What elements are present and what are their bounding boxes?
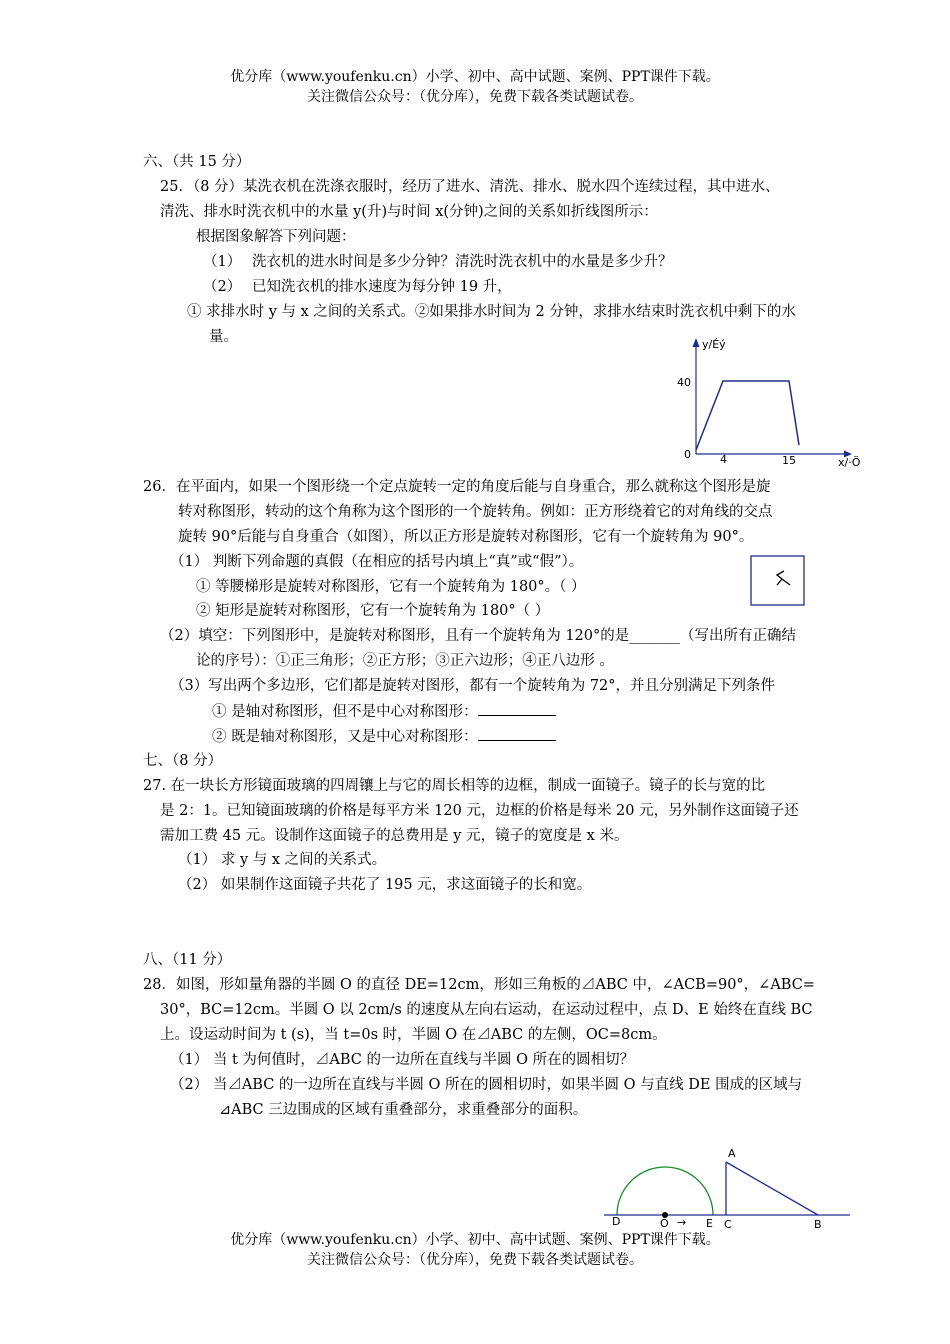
q25-water-graph xyxy=(660,330,870,470)
y-tick-40: 40 xyxy=(677,376,691,389)
q26-part-3b xyxy=(212,726,556,747)
q25-part-2-line-3: 量。 xyxy=(209,329,238,345)
square-outline xyxy=(751,556,804,605)
q26-part-3a xyxy=(212,701,556,722)
q26-line-3: 旋转 90°后能与自身重合（如图），所以正方形是旋转对称图形，它有一个旋转角为 90°。 xyxy=(178,529,754,545)
motion-arrow-icon: → xyxy=(677,1216,687,1229)
q28-line-3: 上。设运动时间为 t (s)，当 t=0s 时，半圆 O 在⊿ABC 的左侧，OC=8cm。 xyxy=(160,1027,667,1043)
q27-part-2: （2） 如果制作这面镜子共花了 195 元，求这面镜子的长和宽。 xyxy=(178,877,592,893)
q25-line-3: 根据图象解答下列问题： xyxy=(196,229,356,245)
answer-blank xyxy=(478,701,556,716)
q25-line-1: 25．（8 分）某洗衣机在洗涤衣服时，经历了进水、清洗、排水、脱水四个连续过程，其中进水、 xyxy=(160,179,780,195)
q27-part-1: （1） 求 y 与 x 之间的关系式。 xyxy=(178,852,387,868)
q25-line-2: 清洗、排水时洗衣机中的水量 y(升)与时间 x(分钟)之间的关系如折线图所示： xyxy=(160,204,658,220)
answer-blank xyxy=(478,726,556,741)
label-e: E xyxy=(706,1217,713,1230)
origin-label: 0 xyxy=(684,448,691,461)
section-6-title: 六、（共 15 分） xyxy=(143,154,251,170)
q25-part-2-number: （2） xyxy=(203,279,242,295)
y-axis-arrow-icon xyxy=(693,338,700,347)
q28-line-2: 30°，BC=12cm。半圆 O 以 2cm/s 的速度从左向右运动，在运动过程中，点 D、E 始终在直线 BC xyxy=(160,1002,813,1018)
label-o: O xyxy=(660,1217,669,1230)
footer-line-1: 优分库（www.youfenku.cn）小学、初中、高中试题、案例、PPT课件下载。 xyxy=(230,1232,720,1248)
q28-part-1: （1） 当 t 为何值时，⊿ABC 的一边所在直线与半圆 O 所在的圆相切？ xyxy=(170,1052,635,1068)
q25-part-1-text: 洗衣机的进水时间是多少分钟？清洗时洗衣机中的水量是多少升？ xyxy=(252,254,673,270)
footer-line-2: 关注微信公众号：（优分库），免费下载各类试题试卷。 xyxy=(307,1252,643,1268)
q26-part-1b: ② 矩形是旋转对称图形，它有一个旋转角为 180°（ ） xyxy=(196,603,550,619)
y-axis-label: y/Éý xyxy=(702,338,726,351)
q27-line-3: 需加工费 45 元。设制作这面镜子的总费用是 y 元，镜子的宽度是 x 米。 xyxy=(160,828,629,844)
side-ab xyxy=(726,1162,818,1215)
q26-part-3: （3）写出两个多边形，它们都是旋转对图形，都有一个旋转角为 72°，并且分别满足下列条件 xyxy=(170,678,776,694)
section-8-title: 八、（11 分） xyxy=(143,952,232,968)
q27-line-2: 是 2：1。已知镜面玻璃的价格是每平方米 120 元，边框的价格是每米 20 元，另外制作这面镜子还 xyxy=(160,803,799,819)
q26-part-3a-text: ① 是轴对称图形，但不是中心对称图形： xyxy=(212,704,478,720)
q25-part-1-number: （1） xyxy=(203,254,242,270)
label-a: A xyxy=(728,1147,736,1160)
q27-line-1: 27. 在一块长方形镜面玻璃的四周镶上与它的周长相等的边框，制成一面镜子。镜子的长与宽的比 xyxy=(143,778,766,794)
q26-part-1: （1） 判断下列命题的真假（在相应的括号内填上“真”或“假”）。 xyxy=(170,554,584,570)
x-tick-15: 15 xyxy=(782,454,796,467)
section-7-title: 七、（8 分） xyxy=(143,753,223,769)
header-line-2: 关注微信公众号：（优分库），免费下载各类试题试卷。 xyxy=(307,89,643,105)
rotation-mark-icon xyxy=(777,571,784,585)
q28-line-1: 28．如图，形如量角器的半圆 O 的直径 DE=12cm，形如三角板的⊿ABC 中，∠ACB=90°，∠ABC= xyxy=(143,977,815,993)
q26-line-2: 转对称图形，转动的这个角称为这个图形的一个旋转角。例如：正方形绕着它的对角线的交点 xyxy=(178,504,773,520)
rotating-square-figure xyxy=(750,555,806,607)
q26-part-1a: ① 等腰梯形是旋转对称图形，它有一个旋转角为 180°。（ ） xyxy=(196,579,586,595)
x-axis-label: x/·Ö xyxy=(838,456,861,469)
q28-semicircle-triangle-figure xyxy=(600,1140,860,1232)
label-b: B xyxy=(814,1218,822,1231)
x-tick-4: 4 xyxy=(720,453,727,466)
q26-line-1: 26．在平面内，如果一个图形绕一个定点旋转一定的角度后能与自身重合，那么就称这个图形是旋 xyxy=(143,479,771,495)
semicircle-o xyxy=(617,1167,713,1215)
header-line-1: 优分库（www.youfenku.cn）小学、初中、高中试题、案例、PPT课件下载。 xyxy=(230,69,720,85)
label-d: D xyxy=(612,1215,621,1228)
q25-part-2-text: 已知洗衣机的排水速度为每分钟 19 升， xyxy=(252,279,512,295)
label-c: C xyxy=(724,1218,732,1231)
q25-part-2-line-2: ① 求排水时 y 与 x 之间的关系式。②如果排水时间为 2 分钟，求排水结束时洗衣机中剩下的水 xyxy=(187,304,796,320)
q26-part-3b-text: ② 既是轴对称图形，又是中心对称图形： xyxy=(212,729,478,745)
water-volume-line xyxy=(696,381,799,450)
rotation-mark-stroke xyxy=(782,579,790,585)
q26-part-2-line-1: （2）填空：下列图形中，是旋转对称图形，且有一个旋转角为 120°的是_______（写出所有正确结 xyxy=(160,628,797,644)
q26-part-2-line-2: 论的序号）：①正三角形；②正方形；③正六边形；④正八边形 。 xyxy=(196,653,614,669)
q28-part-2-line-2: ⊿ABC 三边围成的区域有重叠部分，求重叠部分的面积。 xyxy=(219,1102,588,1118)
q28-part-2-line-1: （2） 当⊿ABC 的一边所在直线与半圆 O 所在的圆相切时，如果半圆 O 与直线 DE 围成的区域与 xyxy=(170,1077,803,1093)
